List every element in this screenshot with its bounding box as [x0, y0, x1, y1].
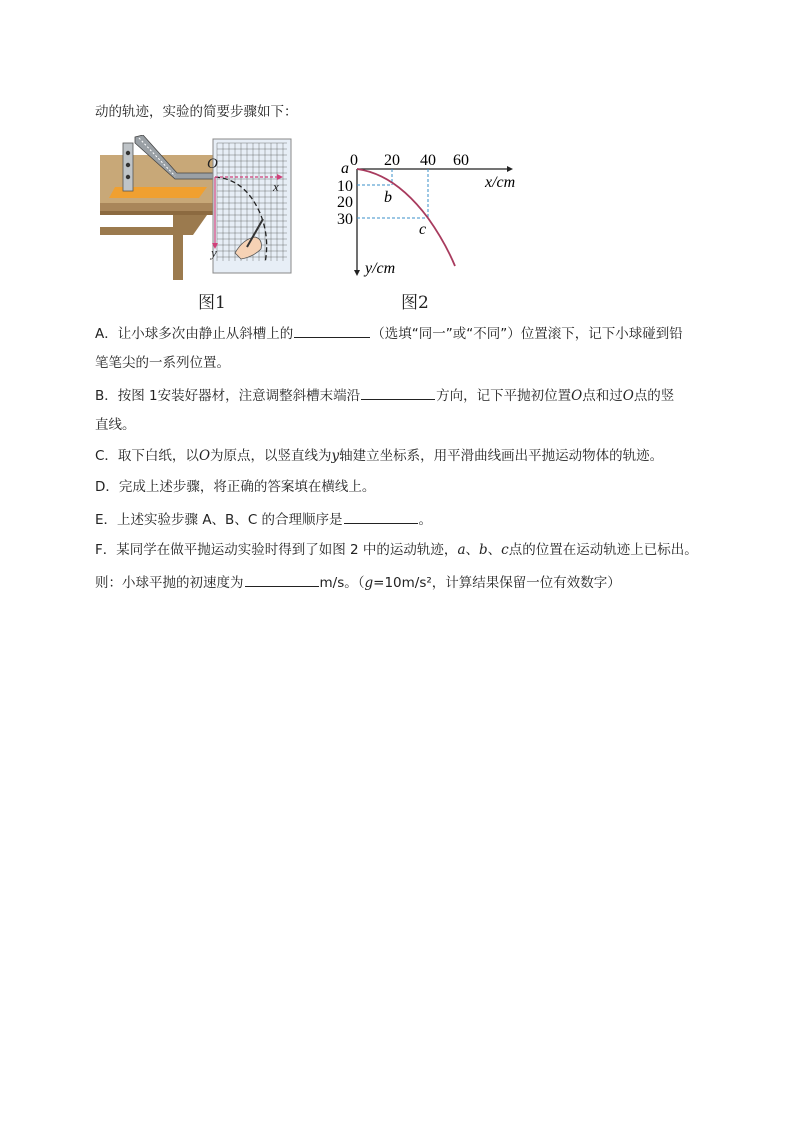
y-tick-20: 20 — [337, 194, 353, 211]
apparatus-figure — [95, 135, 295, 283]
table-edge — [100, 203, 215, 211]
point-label-c: c — [419, 221, 427, 238]
y-tick-10: 10 — [337, 178, 353, 195]
blank-f[interactable] — [245, 571, 319, 587]
point-label-b: b — [384, 189, 392, 206]
label-x: x — [273, 179, 279, 194]
step-a-line2: 笔笔尖的一系列位置。 — [95, 355, 230, 371]
x-tick-0: 0 — [350, 152, 358, 169]
blank-b[interactable] — [361, 384, 435, 400]
blank-e[interactable] — [344, 508, 418, 524]
step-e: E．上述实验步骤 A、B、C 的合理顺序是 。 — [95, 508, 432, 530]
step-b-line2: 直线。 — [95, 417, 136, 433]
x-tick-60: 60 — [453, 152, 469, 169]
x-tick-20: 20 — [384, 152, 400, 169]
trajectory-curve — [357, 169, 455, 266]
step-f-line2: 则：小球平抛的初速度为 m/s。（g=10m/s²，计算结果保留一位有效数字） — [95, 571, 621, 593]
label-O: O — [207, 156, 218, 172]
trajectory-chart — [335, 148, 530, 280]
origin-label-a: a — [341, 160, 349, 177]
blank-a[interactable] — [294, 322, 370, 338]
intro-text: 动的轨迹，实验的简要步骤如下： — [95, 104, 298, 120]
x-tick-40: 40 — [420, 152, 436, 169]
step-b-line1: B．按图 1安装好器材，注意调整斜槽末端沿 方向，记下平抛初位置O点和过O点的竖 — [95, 384, 674, 406]
step-f-line1: F．某同学在做平抛运动实验时得到了如图 2 中的运动轨迹，a、b、c点的位置在运动轨迹上已标出。 — [95, 542, 698, 558]
fig1-caption: 图1 — [198, 293, 226, 313]
y-axis-label: y/cm — [365, 260, 396, 277]
fig2-caption: 图2 — [401, 293, 429, 313]
table-leg — [173, 215, 183, 280]
label-y: y — [211, 245, 217, 260]
y-tick-30: 30 — [337, 211, 353, 228]
x-axis-label: x/cm — [485, 174, 516, 191]
step-c: C．取下白纸，以O为原点，以竖直线为y轴建立坐标系，用平滑曲线画出平抛运动物体的轨迹。 — [95, 448, 664, 464]
step-a-line1: A．让小球多次由静止从斜槽上的 （选填“同一”或“不同”）位置滚下，记下小球碰到铅 — [95, 322, 683, 344]
step-d: D．完成上述步骤，将正确的答案填在横线上。 — [95, 479, 376, 495]
